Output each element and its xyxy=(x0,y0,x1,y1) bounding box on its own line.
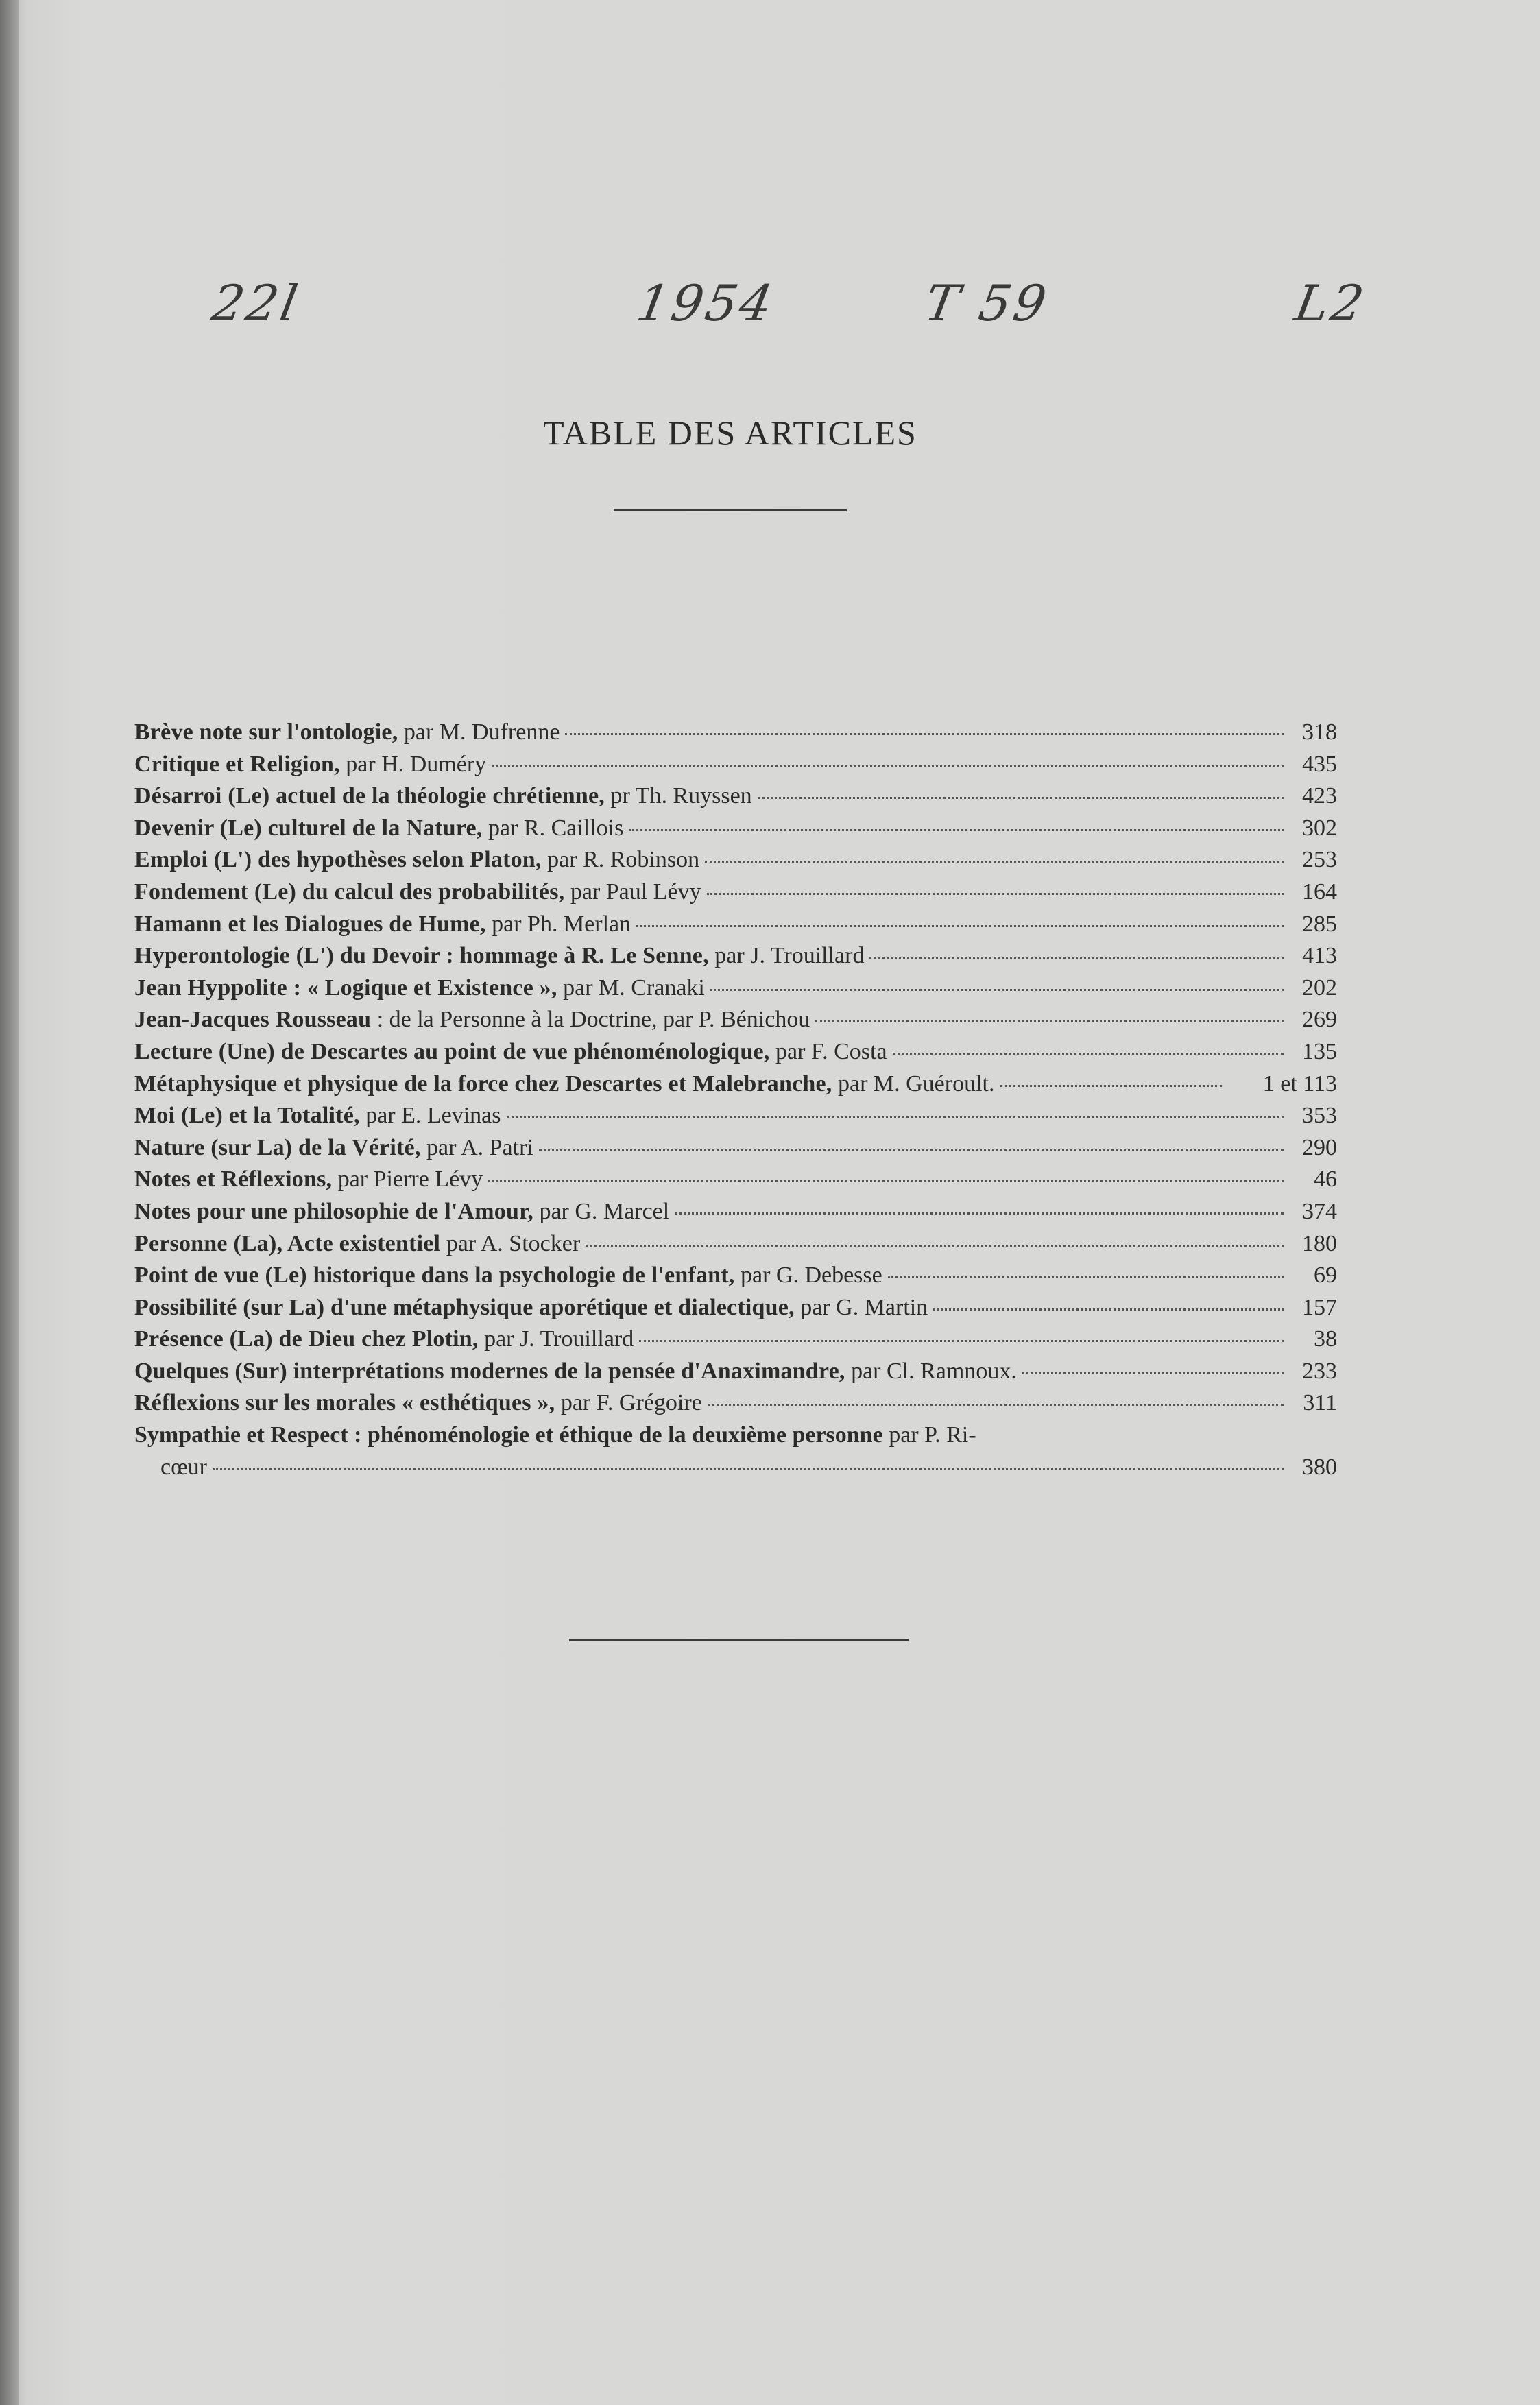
entry-author: par E. Levinas xyxy=(359,1103,501,1129)
entry-title xyxy=(134,844,699,876)
entry-title xyxy=(134,1292,928,1324)
entry-page: 413 xyxy=(1302,943,1337,969)
handwritten-annotations xyxy=(0,274,1540,357)
entry-title xyxy=(134,749,486,781)
entry-author: par Ph. Merlan xyxy=(485,911,631,937)
entry-page: 285 xyxy=(1302,911,1337,937)
entry-title xyxy=(134,1196,669,1228)
leader-dots xyxy=(869,957,1284,959)
toc-entry xyxy=(134,1132,1337,1164)
entry-title-bold: Hamann et les Dialogues de Hume, xyxy=(134,911,486,937)
toc-entry xyxy=(134,1068,1337,1101)
entry-title xyxy=(134,780,752,813)
entry-title xyxy=(134,972,705,1005)
leader-dots xyxy=(888,1276,1284,1278)
toc-entry xyxy=(134,1036,1337,1068)
entry-title xyxy=(134,1036,887,1068)
leader-dots xyxy=(815,1020,1284,1022)
entry-author: par M. Dufrenne xyxy=(398,719,560,745)
toc-entry xyxy=(134,1387,1337,1420)
toc-entry xyxy=(134,1100,1337,1132)
entry-page: 135 xyxy=(1302,1038,1337,1064)
entry-author: par J. Trouillard xyxy=(478,1326,634,1352)
entry-page: 423 xyxy=(1302,783,1337,809)
entry-author: par J. Trouillard xyxy=(708,943,865,969)
entry-title-bold: Fondement (Le) du calcul des probabilités, xyxy=(134,878,565,905)
entry-author: par P. Ri- xyxy=(882,1422,976,1448)
leader-dots xyxy=(488,1180,1284,1182)
entry-author: par A. Patri xyxy=(420,1134,533,1160)
leader-dots xyxy=(213,1468,1284,1470)
entry-title xyxy=(134,717,560,749)
leader-dots xyxy=(893,1053,1284,1055)
entry-title-bold: Brève note sur l'ontologie, xyxy=(134,719,398,745)
leader-dots xyxy=(586,1245,1284,1247)
entry-title-bold: Point de vue (Le) historique dans la psychologie de l'enfant, xyxy=(134,1263,735,1289)
entry-page: 157 xyxy=(1302,1294,1337,1320)
leader-dots xyxy=(507,1116,1284,1118)
toc-entry xyxy=(134,780,1337,813)
leader-dots xyxy=(639,1340,1284,1342)
entry-title-bold: Critique et Religion, xyxy=(134,751,340,777)
title-rule xyxy=(614,509,847,511)
entry-line-2 xyxy=(134,1452,1337,1484)
entry-title-bold: Nature (sur La) de la Vérité, xyxy=(134,1134,421,1160)
toc-entry xyxy=(134,1260,1337,1292)
handwritten-number: 22l xyxy=(207,274,305,332)
toc-entry xyxy=(134,1420,1337,1483)
toc-entry xyxy=(134,909,1337,941)
handwritten-year: 1954 xyxy=(632,274,780,332)
entry-title xyxy=(134,909,631,941)
page-title: TABLE DES ARTICLES xyxy=(543,414,917,452)
toc-entry xyxy=(134,1324,1337,1356)
entry-title xyxy=(134,940,864,972)
entry-page: 353 xyxy=(1302,1103,1337,1129)
entry-title-bold: Sympathie et Respect : phénoménologie et éthique de la deuxième personne xyxy=(134,1422,883,1448)
entry-author: par F. Grégoire xyxy=(555,1390,702,1416)
entry-author: par H. Duméry xyxy=(339,751,487,777)
entry-page: 374 xyxy=(1302,1198,1337,1224)
entry-author: par G. Martin xyxy=(794,1294,928,1320)
entry-page: 318 xyxy=(1302,719,1337,745)
leader-dots xyxy=(933,1308,1284,1311)
leader-dots xyxy=(758,797,1284,799)
leader-dots xyxy=(565,733,1284,735)
entry-page: 435 xyxy=(1302,751,1337,777)
entry-page: 311 xyxy=(1303,1390,1337,1416)
entry-author: par Pierre Lévy xyxy=(332,1166,483,1193)
entry-title xyxy=(134,1004,810,1036)
entry-page: 302 xyxy=(1302,815,1337,841)
book-spine-shadow xyxy=(0,0,19,2405)
entry-page: 164 xyxy=(1302,878,1337,905)
toc-entry xyxy=(134,940,1337,972)
entry-title xyxy=(134,1356,1017,1388)
toc-entry xyxy=(134,1196,1337,1228)
toc-entry xyxy=(134,749,1337,781)
leader-dots xyxy=(1000,1085,1223,1087)
entry-title-bold: Quelques (Sur) interprétations modernes de la pensée d'Anaximandre, xyxy=(134,1358,845,1384)
entry-page: 290 xyxy=(1302,1134,1337,1160)
entry-author-continued: cœur xyxy=(160,1454,207,1480)
entry-title xyxy=(134,1228,580,1260)
entry-title-bold: Possibilité (sur La) d'une métaphysique aporétique et dialectique, xyxy=(134,1294,795,1320)
entry-page: 1 et 113 xyxy=(1262,1070,1337,1097)
entry-page: 69 xyxy=(1314,1263,1337,1289)
entry-page: 269 xyxy=(1302,1007,1337,1033)
entry-author: par F. Costa xyxy=(769,1038,887,1064)
toc-entry xyxy=(134,813,1337,845)
entry-title-bold: Notes pour une philosophie de l'Amour, xyxy=(134,1198,533,1224)
entry-title xyxy=(134,1324,634,1356)
toc-entry xyxy=(134,717,1337,749)
toc-entry xyxy=(134,1356,1337,1388)
entry-title-bold: Réflexions sur les morales « esthétiques », xyxy=(134,1390,555,1416)
leader-dots xyxy=(636,925,1284,927)
table-of-contents xyxy=(134,717,1337,1483)
entry-title-bold: Jean Hyppolite : « Logique et Existence », xyxy=(134,974,557,1001)
toc-entry xyxy=(134,844,1337,876)
entry-author: par G. Debesse xyxy=(734,1263,882,1289)
entry-page: 253 xyxy=(1302,847,1337,873)
entry-title-bold: Présence (La) de Dieu chez Plotin, xyxy=(134,1326,479,1352)
entry-page: 38 xyxy=(1314,1326,1337,1352)
entry-author: par R. Robinson xyxy=(541,847,700,873)
entry-title-bold: Métaphysique et physique de la force chez Descartes et Malebranche, xyxy=(134,1070,832,1097)
leader-dots xyxy=(708,1404,1284,1406)
entry-title xyxy=(134,876,701,909)
leader-dots xyxy=(539,1149,1284,1151)
handwritten-volume: T 59 xyxy=(920,274,1053,332)
entry-title xyxy=(134,1387,702,1420)
leader-dots xyxy=(1022,1372,1284,1374)
entry-page: 380 xyxy=(1302,1454,1337,1480)
leader-dots xyxy=(707,893,1284,895)
entry-author: : de la Personne à la Doctrine, par P. Bénichou xyxy=(371,1007,810,1033)
entry-title xyxy=(134,1164,483,1196)
entry-title-bold: Personne (La), Acte existentiel xyxy=(134,1230,441,1256)
entry-author: par G. Marcel xyxy=(533,1198,670,1224)
entry-title xyxy=(134,1100,501,1132)
entry-title-bold: Moi (Le) et la Totalité, xyxy=(134,1103,360,1129)
toc-entry xyxy=(134,1004,1337,1036)
entry-title-bold: Jean-Jacques Rousseau xyxy=(134,1007,372,1033)
handwritten-code: L2 xyxy=(1290,274,1371,332)
entry-title-bold: Devenir (Le) culturel de la Nature, xyxy=(134,815,483,841)
entry-author: pr Th. Ruyssen xyxy=(604,783,752,809)
entry-title-bold: Désarroi (Le) actuel de la théologie chrétienne, xyxy=(134,783,605,809)
entry-title-bold: Hyperontologie (L') du Devoir : hommage à R. Le Senne, xyxy=(134,943,709,969)
entry-page: 180 xyxy=(1302,1230,1337,1256)
entry-title-bold: Notes et Réflexions, xyxy=(134,1166,333,1193)
entry-page: 202 xyxy=(1302,974,1337,1001)
toc-entry xyxy=(134,1228,1337,1260)
entry-title xyxy=(134,813,623,845)
toc-entry xyxy=(134,1164,1337,1196)
entry-author: par Cl. Ramnoux. xyxy=(845,1358,1017,1384)
toc-entry xyxy=(134,972,1337,1005)
entry-line-1 xyxy=(134,1420,1337,1452)
entry-title xyxy=(134,1132,533,1164)
leader-dots xyxy=(705,861,1284,863)
leader-dots xyxy=(492,765,1284,767)
entry-title-bold: Lecture (Une) de Descartes au point de vue phénoménologique, xyxy=(134,1038,770,1064)
entry-page: 233 xyxy=(1302,1358,1337,1384)
entry-author: par M. Cranaki xyxy=(557,974,705,1001)
toc-entry xyxy=(134,876,1337,909)
closing-rule xyxy=(569,1639,909,1641)
entry-author: par A. Stocker xyxy=(440,1230,581,1256)
entry-page: 46 xyxy=(1314,1166,1337,1193)
entry-title-bold: Emploi (L') des hypothèses selon Platon, xyxy=(134,847,542,873)
entry-author: par M. Guéroult. xyxy=(832,1070,995,1097)
leader-dots xyxy=(675,1212,1284,1215)
leader-dots xyxy=(710,989,1284,991)
entry-author: par R. Caillois xyxy=(482,815,624,841)
entry-title xyxy=(134,1068,995,1101)
entry-author: par Paul Lévy xyxy=(564,878,701,905)
leader-dots xyxy=(629,829,1284,831)
entry-title xyxy=(134,1260,882,1292)
toc-entry xyxy=(134,1292,1337,1324)
